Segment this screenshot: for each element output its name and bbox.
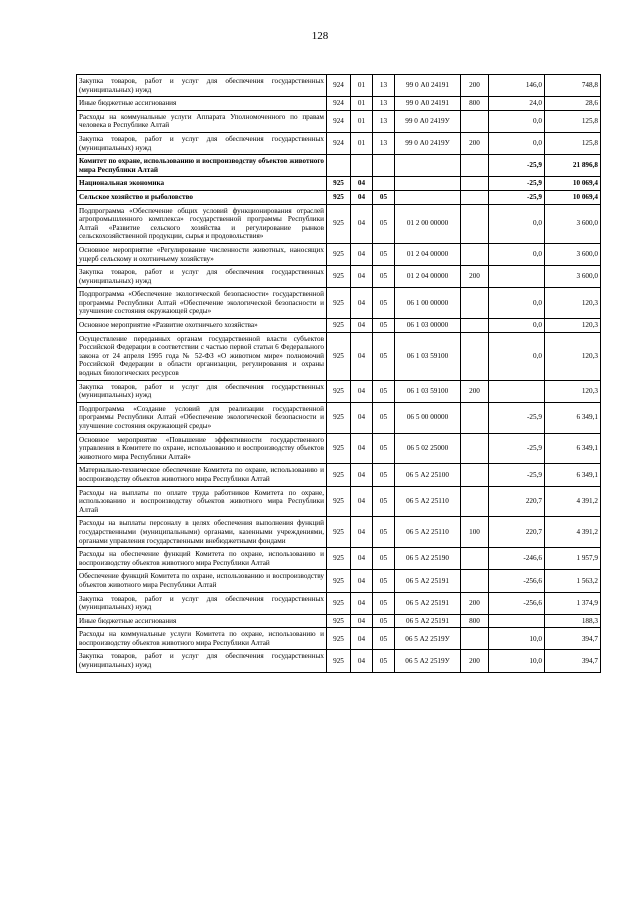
row-target-article-cell: 06 5 А2 25110 bbox=[395, 486, 461, 517]
table-row bbox=[77, 380, 601, 402]
row-target-article-cell: 06 1 00 00000 bbox=[395, 288, 461, 319]
row-subsection-cell: 05 bbox=[373, 464, 395, 486]
row-change-cell: -25,9 bbox=[489, 155, 545, 177]
row-section-cell: 04 bbox=[351, 517, 373, 548]
row-target-article-cell: 06 5 А2 2519У bbox=[395, 650, 461, 672]
row-subsection-cell: 05 bbox=[373, 486, 395, 517]
row-amount-cell: 748,8 bbox=[545, 75, 601, 97]
row-section-cell: 04 bbox=[351, 464, 373, 486]
row-target-article-cell: 06 1 03 59100 bbox=[395, 380, 461, 402]
row-amount-cell: 1 563,2 bbox=[545, 570, 601, 592]
row-name-cell: Национальная экономика bbox=[77, 177, 327, 191]
row-name-cell: Подпрограмма «Обеспечение общих условий функционирования отраслей агропромышленного комплекса» государственной программы Республики Алтай «Развитие сельского хозяйства и регулирование рынков сельскохозяйственной продукции, сырья и продовольствия» bbox=[77, 204, 327, 243]
row-target-article-cell: 01 2 00 00000 bbox=[395, 204, 461, 243]
row-section-cell: 04 bbox=[351, 548, 373, 570]
row-amount-cell: 21 896,8 bbox=[545, 155, 601, 177]
table-row bbox=[77, 75, 601, 97]
row-change-cell: 0,0 bbox=[489, 288, 545, 319]
row-section-cell: 04 bbox=[351, 650, 373, 672]
table-row bbox=[77, 570, 601, 592]
row-ved-cell: 924 bbox=[327, 110, 351, 132]
row-target-article-cell bbox=[395, 190, 461, 204]
row-ved-cell: 924 bbox=[327, 75, 351, 97]
row-subsection-cell: 05 bbox=[373, 517, 395, 548]
row-amount-cell: 10 069,4 bbox=[545, 177, 601, 191]
row-target-article-cell: 99 0 А0 24191 bbox=[395, 75, 461, 97]
row-expense-type-cell: 800 bbox=[461, 97, 489, 111]
row-section-cell: 04 bbox=[351, 177, 373, 191]
row-subsection-cell: 13 bbox=[373, 97, 395, 111]
row-change-cell: 220,7 bbox=[489, 486, 545, 517]
row-expense-type-cell bbox=[461, 570, 489, 592]
row-expense-type-cell: 200 bbox=[461, 592, 489, 614]
table-row bbox=[77, 486, 601, 517]
row-change-cell: 0,0 bbox=[489, 132, 545, 154]
row-ved-cell: 924 bbox=[327, 132, 351, 154]
row-amount-cell: 1 957,9 bbox=[545, 548, 601, 570]
table-row bbox=[77, 288, 601, 319]
table-row bbox=[77, 548, 601, 570]
row-section-cell bbox=[351, 155, 373, 177]
row-section-cell: 01 bbox=[351, 97, 373, 111]
row-name-cell: Закупка товаров, работ и услуг для обеспечения государственных (муниципальных) нужд bbox=[77, 592, 327, 614]
row-section-cell: 04 bbox=[351, 433, 373, 464]
row-subsection-cell: 05 bbox=[373, 380, 395, 402]
row-subsection-cell bbox=[373, 177, 395, 191]
row-change-cell: 24,0 bbox=[489, 97, 545, 111]
row-subsection-cell: 05 bbox=[373, 402, 395, 433]
row-amount-cell: 1 374,9 bbox=[545, 592, 601, 614]
row-section-cell: 04 bbox=[351, 628, 373, 650]
row-name-cell: Расходы на коммунальные услуги Аппарата Уполномоченного по правам человека в Республике Алтай bbox=[77, 110, 327, 132]
row-change-cell bbox=[489, 266, 545, 288]
page-number: 128 bbox=[311, 30, 329, 42]
row-name-cell: Сельское хозяйство и рыболовство bbox=[77, 190, 327, 204]
row-name-cell: Комитет по охране, использованию и воспроизводству объектов животного мира Республики Алтай bbox=[77, 155, 327, 177]
row-name-cell: Иные бюджетные ассигнования bbox=[77, 614, 327, 628]
row-expense-type-cell bbox=[461, 548, 489, 570]
row-ved-cell: 925 bbox=[327, 433, 351, 464]
table-row bbox=[77, 614, 601, 628]
row-amount-cell: 6 349,1 bbox=[545, 402, 601, 433]
row-target-article-cell: 06 5 А2 25191 bbox=[395, 614, 461, 628]
row-section-cell: 04 bbox=[351, 332, 373, 380]
row-expense-type-cell: 200 bbox=[461, 650, 489, 672]
row-change-cell: 0,0 bbox=[489, 243, 545, 265]
row-subsection-cell: 05 bbox=[373, 650, 395, 672]
row-amount-cell: 4 391,2 bbox=[545, 517, 601, 548]
row-section-cell: 01 bbox=[351, 75, 373, 97]
row-name-cell: Расходы на выплаты по оплате труда работников Комитета по охране, использованию и воспроизводству объектов животного мира Республики Алтай bbox=[77, 486, 327, 517]
row-target-article-cell: 06 5 А2 25190 bbox=[395, 548, 461, 570]
table-row bbox=[77, 177, 601, 191]
row-subsection-cell: 05 bbox=[373, 204, 395, 243]
table-row bbox=[77, 319, 601, 333]
row-change-cell: -256,6 bbox=[489, 570, 545, 592]
row-change-cell bbox=[489, 614, 545, 628]
row-name-cell: Основное мероприятие «Развитие охотничьего хозяйства» bbox=[77, 319, 327, 333]
row-section-cell: 01 bbox=[351, 110, 373, 132]
table-row bbox=[77, 433, 601, 464]
row-subsection-cell: 05 bbox=[373, 288, 395, 319]
row-expense-type-cell bbox=[461, 177, 489, 191]
table-row bbox=[77, 402, 601, 433]
table-row bbox=[77, 155, 601, 177]
row-subsection-cell: 13 bbox=[373, 75, 395, 97]
row-subsection-cell: 05 bbox=[373, 433, 395, 464]
row-amount-cell: 28,6 bbox=[545, 97, 601, 111]
row-section-cell: 04 bbox=[351, 570, 373, 592]
row-section-cell: 04 bbox=[351, 614, 373, 628]
row-expense-type-cell: 800 bbox=[461, 614, 489, 628]
row-ved-cell: 925 bbox=[327, 486, 351, 517]
row-subsection-cell: 05 bbox=[373, 548, 395, 570]
row-ved-cell: 925 bbox=[327, 266, 351, 288]
row-subsection-cell: 13 bbox=[373, 132, 395, 154]
row-expense-type-cell: 200 bbox=[461, 132, 489, 154]
row-section-cell: 04 bbox=[351, 319, 373, 333]
row-subsection-cell: 05 bbox=[373, 628, 395, 650]
table-row bbox=[77, 204, 601, 243]
row-section-cell: 04 bbox=[351, 486, 373, 517]
row-subsection-cell: 13 bbox=[373, 110, 395, 132]
row-amount-cell: 125,8 bbox=[545, 110, 601, 132]
row-expense-type-cell: 100 bbox=[461, 517, 489, 548]
table-row bbox=[77, 517, 601, 548]
row-ved-cell: 925 bbox=[327, 177, 351, 191]
row-amount-cell: 6 349,1 bbox=[545, 433, 601, 464]
row-change-cell: -25,9 bbox=[489, 190, 545, 204]
row-subsection-cell: 05 bbox=[373, 266, 395, 288]
row-ved-cell: 925 bbox=[327, 402, 351, 433]
row-amount-cell: 3 600,0 bbox=[545, 243, 601, 265]
row-subsection-cell: 05 bbox=[373, 190, 395, 204]
table-row bbox=[77, 97, 601, 111]
row-amount-cell: 3 600,0 bbox=[545, 204, 601, 243]
table-row bbox=[77, 332, 601, 380]
table-row bbox=[77, 243, 601, 265]
row-amount-cell: 10 069,4 bbox=[545, 190, 601, 204]
row-expense-type-cell bbox=[461, 402, 489, 433]
row-ved-cell: 925 bbox=[327, 548, 351, 570]
row-target-article-cell: 99 0 А0 2419У bbox=[395, 110, 461, 132]
row-target-article-cell: 06 5 А2 25110 bbox=[395, 517, 461, 548]
row-change-cell: 10,0 bbox=[489, 628, 545, 650]
row-ved-cell: 925 bbox=[327, 592, 351, 614]
row-amount-cell: 120,3 bbox=[545, 332, 601, 380]
row-change-cell: 0,0 bbox=[489, 332, 545, 380]
row-ved-cell: 925 bbox=[327, 464, 351, 486]
row-amount-cell: 120,3 bbox=[545, 319, 601, 333]
row-section-cell: 04 bbox=[351, 380, 373, 402]
row-amount-cell: 6 349,1 bbox=[545, 464, 601, 486]
row-name-cell: Материально-техническое обеспечение Комитета по охране, использованию и воспроизводству объектов животного мира Республики Алтай bbox=[77, 464, 327, 486]
row-target-article-cell: 99 0 А0 24191 bbox=[395, 97, 461, 111]
table-row bbox=[77, 650, 601, 672]
row-name-cell: Расходы на выплаты персоналу в целях обеспечения выполнения функций государственными (муниципальными) органами, казенными учреждениями, органами управления государственными внебюджетными фондами bbox=[77, 517, 327, 548]
row-name-cell: Закупка товаров, работ и услуг для обеспечения государственных (муниципальных) нужд bbox=[77, 132, 327, 154]
row-target-article-cell: 06 5 00 00000 bbox=[395, 402, 461, 433]
row-expense-type-cell bbox=[461, 464, 489, 486]
row-amount-cell: 394,7 bbox=[545, 650, 601, 672]
row-name-cell: Обеспечение функций Комитета по охране, использованию и воспроизводству объектов животного мира Республики Алтай bbox=[77, 570, 327, 592]
row-amount-cell: 188,3 bbox=[545, 614, 601, 628]
row-amount-cell: 120,3 bbox=[545, 380, 601, 402]
row-section-cell: 04 bbox=[351, 243, 373, 265]
row-section-cell: 04 bbox=[351, 190, 373, 204]
row-subsection-cell: 05 bbox=[373, 243, 395, 265]
row-target-article-cell: 06 5 А2 25191 bbox=[395, 592, 461, 614]
row-change-cell: -25,9 bbox=[489, 464, 545, 486]
row-change-cell: -25,9 bbox=[489, 177, 545, 191]
row-subsection-cell bbox=[373, 155, 395, 177]
row-expense-type-cell: 200 bbox=[461, 266, 489, 288]
row-change-cell: -25,9 bbox=[489, 433, 545, 464]
row-amount-cell: 3 600,0 bbox=[545, 266, 601, 288]
row-expense-type-cell: 200 bbox=[461, 75, 489, 97]
row-ved-cell: 924 bbox=[327, 97, 351, 111]
row-amount-cell: 120,3 bbox=[545, 288, 601, 319]
table-row bbox=[77, 266, 601, 288]
row-target-article-cell: 06 5 02 25000 bbox=[395, 433, 461, 464]
row-name-cell: Закупка товаров, работ и услуг для обеспечения государственных (муниципальных) нужд bbox=[77, 75, 327, 97]
row-expense-type-cell bbox=[461, 204, 489, 243]
row-change-cell: 0,0 bbox=[489, 319, 545, 333]
row-change-cell: 0,0 bbox=[489, 110, 545, 132]
row-ved-cell: 925 bbox=[327, 332, 351, 380]
row-subsection-cell: 05 bbox=[373, 332, 395, 380]
row-name-cell: Основное мероприятие «Регулирование численности животных, наносящих ущерб сельскому и охотничьему хозяйству» bbox=[77, 243, 327, 265]
row-change-cell: 146,0 bbox=[489, 75, 545, 97]
row-section-cell: 04 bbox=[351, 592, 373, 614]
row-name-cell: Иные бюджетные ассигнования bbox=[77, 97, 327, 111]
row-target-article-cell: 01 2 04 00000 bbox=[395, 243, 461, 265]
row-expense-type-cell bbox=[461, 433, 489, 464]
row-expense-type-cell bbox=[461, 332, 489, 380]
row-subsection-cell: 05 bbox=[373, 319, 395, 333]
row-name-cell: Закупка товаров, работ и услуг для обеспечения государственных (муниципальных) нужд bbox=[77, 650, 327, 672]
row-target-article-cell bbox=[395, 155, 461, 177]
row-ved-cell: 925 bbox=[327, 380, 351, 402]
row-subsection-cell: 05 bbox=[373, 592, 395, 614]
row-ved-cell: 925 bbox=[327, 288, 351, 319]
row-change-cell: -256,6 bbox=[489, 592, 545, 614]
row-target-article-cell: 06 5 А2 25100 bbox=[395, 464, 461, 486]
table-row bbox=[77, 110, 601, 132]
row-name-cell: Подпрограмма «Обеспечение экологической безопасности» государственной программы Республики Алтай «Обеспечение экологической безопасности и улучшение состояния окружающей среды» bbox=[77, 288, 327, 319]
row-subsection-cell: 05 bbox=[373, 570, 395, 592]
table-row bbox=[77, 592, 601, 614]
row-name-cell: Основное мероприятие «Повышение эффективности государственного управления в Комитете по охране, использованию и воспроизводству объектов животного мира Республики Алтай» bbox=[77, 433, 327, 464]
row-change-cell: 0,0 bbox=[489, 204, 545, 243]
row-ved-cell bbox=[327, 155, 351, 177]
row-ved-cell: 925 bbox=[327, 650, 351, 672]
row-amount-cell: 125,8 bbox=[545, 132, 601, 154]
row-change-cell: -246,6 bbox=[489, 548, 545, 570]
row-section-cell: 04 bbox=[351, 288, 373, 319]
row-target-article-cell: 06 1 03 59100 bbox=[395, 332, 461, 380]
row-target-article-cell: 06 5 А2 2519У bbox=[395, 628, 461, 650]
row-name-cell: Расходы на обеспечение функций Комитета по охране, использованию и воспроизводству объектов животного мира Республики Алтай bbox=[77, 548, 327, 570]
row-target-article-cell: 01 2 04 00000 bbox=[395, 266, 461, 288]
row-expense-type-cell bbox=[461, 190, 489, 204]
row-expense-type-cell bbox=[461, 288, 489, 319]
row-expense-type-cell bbox=[461, 486, 489, 517]
row-expense-type-cell: 200 bbox=[461, 380, 489, 402]
row-target-article-cell bbox=[395, 177, 461, 191]
row-change-cell bbox=[489, 380, 545, 402]
row-change-cell: 10,0 bbox=[489, 650, 545, 672]
row-target-article-cell: 99 0 А0 2419У bbox=[395, 132, 461, 154]
row-ved-cell: 925 bbox=[327, 517, 351, 548]
row-ved-cell: 925 bbox=[327, 614, 351, 628]
row-subsection-cell: 05 bbox=[373, 614, 395, 628]
row-amount-cell: 394,7 bbox=[545, 628, 601, 650]
row-name-cell: Осуществление переданных органам государственной власти субъектов Российской Федерации в соответствии с частью первой статьи 6 Федерального закона от 24 апреля 1995 года № 52-ФЗ «О животном мире» полномочий Российской Федерации в области организации, регулирования и охраны водных биологических ресурсов bbox=[77, 332, 327, 380]
table-row bbox=[77, 132, 601, 154]
row-ved-cell: 925 bbox=[327, 243, 351, 265]
row-section-cell: 01 bbox=[351, 132, 373, 154]
row-name-cell: Подпрограмма «Создание условий для реализации государственной программы Республики Алтай «Обеспечение экологической безопасности и улучшение состояния окружающей среды» bbox=[77, 402, 327, 433]
table-row bbox=[77, 628, 601, 650]
row-ved-cell: 925 bbox=[327, 628, 351, 650]
row-expense-type-cell bbox=[461, 243, 489, 265]
row-section-cell: 04 bbox=[351, 204, 373, 243]
row-expense-type-cell bbox=[461, 319, 489, 333]
budget-table bbox=[76, 74, 601, 673]
row-change-cell: 220,7 bbox=[489, 517, 545, 548]
table-row bbox=[77, 190, 601, 204]
row-ved-cell: 925 bbox=[327, 204, 351, 243]
row-ved-cell: 925 bbox=[327, 190, 351, 204]
row-amount-cell: 4 391,2 bbox=[545, 486, 601, 517]
row-section-cell: 04 bbox=[351, 402, 373, 433]
row-expense-type-cell bbox=[461, 110, 489, 132]
row-ved-cell: 925 bbox=[327, 570, 351, 592]
row-name-cell: Закупка товаров, работ и услуг для обеспечения государственных (муниципальных) нужд bbox=[77, 266, 327, 288]
row-ved-cell: 925 bbox=[327, 319, 351, 333]
row-target-article-cell: 06 5 А2 25191 bbox=[395, 570, 461, 592]
row-target-article-cell: 06 1 03 00000 bbox=[395, 319, 461, 333]
row-expense-type-cell bbox=[461, 628, 489, 650]
row-expense-type-cell bbox=[461, 155, 489, 177]
row-name-cell: Закупка товаров, работ и услуг для обеспечения государственных (муниципальных) нужд bbox=[77, 380, 327, 402]
row-section-cell: 04 bbox=[351, 266, 373, 288]
row-change-cell: -25,9 bbox=[489, 402, 545, 433]
table-row bbox=[77, 464, 601, 486]
budget-table-body bbox=[77, 75, 601, 673]
row-name-cell: Расходы на коммунальные услуги Комитета по охране, использованию и воспроизводству объектов животного мира Республики Алтай bbox=[77, 628, 327, 650]
